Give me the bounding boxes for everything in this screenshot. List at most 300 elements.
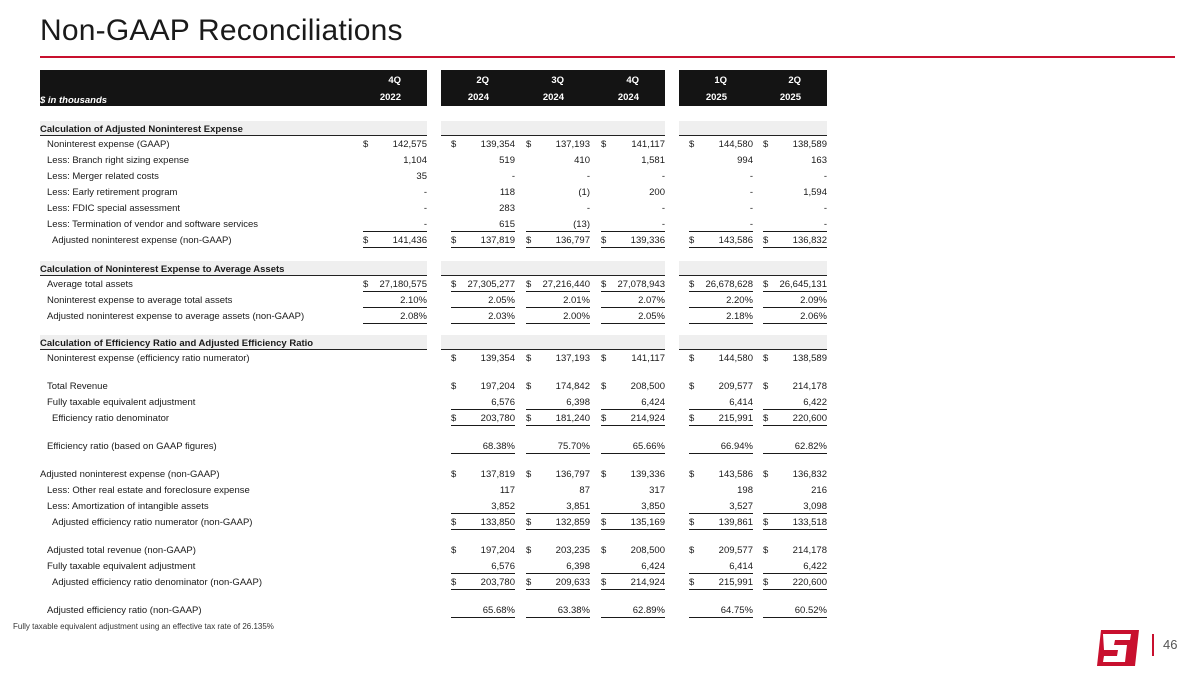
cell-value: 410 bbox=[574, 155, 590, 166]
table-cell bbox=[451, 279, 515, 292]
table-cell bbox=[451, 485, 515, 498]
cell-value: 27,180,575 bbox=[379, 279, 427, 290]
section-rule bbox=[40, 349, 427, 350]
row-label: Average total assets bbox=[47, 279, 133, 290]
currency-symbol: $ bbox=[526, 235, 532, 246]
table-cell bbox=[689, 235, 753, 248]
currency-symbol: $ bbox=[526, 517, 532, 528]
cell-value: 181,240 bbox=[555, 413, 590, 424]
table-cell bbox=[526, 501, 590, 514]
table-cell bbox=[601, 353, 665, 366]
table-cell bbox=[526, 577, 590, 590]
table-cell bbox=[526, 279, 590, 292]
cell-value: 2.20% bbox=[726, 295, 753, 306]
table-cell bbox=[451, 605, 515, 618]
table-cell bbox=[601, 605, 665, 618]
page-number: 46 bbox=[1163, 637, 1178, 652]
currency-symbol: $ bbox=[451, 469, 457, 480]
cell-value: 141,117 bbox=[631, 353, 665, 364]
table-cell bbox=[526, 517, 590, 530]
column-year: 2025 bbox=[779, 92, 801, 103]
cell-value: 220,600 bbox=[792, 413, 827, 424]
cell-value: 2.05% bbox=[638, 311, 665, 322]
column-quarter: 4Q bbox=[388, 75, 401, 86]
table-cell bbox=[689, 485, 753, 498]
table-cell bbox=[526, 561, 590, 574]
table-cell bbox=[526, 469, 590, 482]
table-cell bbox=[601, 517, 665, 530]
table-cell bbox=[451, 155, 515, 168]
table-cell bbox=[451, 235, 515, 248]
cell-value: 141,117 bbox=[631, 139, 665, 150]
currency-symbol: $ bbox=[689, 577, 695, 588]
cell-value: 2.18% bbox=[726, 311, 753, 322]
cell-value: 2.00% bbox=[563, 311, 590, 322]
currency-symbol: $ bbox=[601, 545, 607, 556]
cell-value: 6,422 bbox=[803, 561, 827, 572]
table-cell bbox=[689, 203, 753, 216]
cell-value: - bbox=[749, 219, 753, 230]
table-cell bbox=[601, 219, 665, 232]
cell-value: 62.82% bbox=[794, 441, 827, 452]
row-label: Efficiency ratio denominator bbox=[52, 413, 170, 424]
row-label: Adjusted noninterest expense (non-GAAP) bbox=[40, 469, 220, 480]
cell-value: - bbox=[823, 203, 827, 214]
currency-symbol: $ bbox=[689, 353, 695, 364]
table-cell bbox=[451, 219, 515, 232]
table-cell bbox=[363, 171, 427, 184]
currency-symbol: $ bbox=[601, 235, 607, 246]
table-cell bbox=[689, 517, 753, 530]
cell-value: 26,678,628 bbox=[705, 279, 753, 290]
currency-symbol: $ bbox=[763, 413, 769, 424]
table-cell bbox=[451, 295, 515, 308]
cell-value: 174,842 bbox=[555, 381, 590, 392]
cell-value: 6,398 bbox=[566, 397, 590, 408]
column-year: 2024 bbox=[542, 92, 564, 103]
column-quarter: 1Q bbox=[714, 75, 727, 86]
table-cell bbox=[451, 311, 515, 324]
section-rule bbox=[679, 135, 827, 136]
cell-value: 6,414 bbox=[729, 397, 753, 408]
cell-value: - bbox=[749, 203, 753, 214]
currency-symbol: $ bbox=[601, 279, 607, 290]
cell-value: 27,216,440 bbox=[542, 279, 590, 290]
table-cell bbox=[601, 311, 665, 324]
currency-symbol: $ bbox=[689, 413, 695, 424]
table-cell bbox=[601, 139, 665, 152]
cell-value: 1,581 bbox=[641, 155, 665, 166]
table-cell bbox=[601, 171, 665, 184]
cell-value: - bbox=[661, 219, 665, 230]
section-shade bbox=[679, 335, 827, 349]
cell-value: 2.03% bbox=[488, 311, 515, 322]
cell-value: 2.08% bbox=[400, 311, 427, 322]
section-rule bbox=[441, 275, 665, 276]
cell-value: 3,852 bbox=[491, 501, 515, 512]
table-cell bbox=[601, 397, 665, 410]
cell-value: 62.89% bbox=[632, 605, 665, 616]
cell-value: 2.06% bbox=[800, 311, 827, 322]
table-cell bbox=[451, 187, 515, 200]
cell-value: 2.10% bbox=[400, 295, 427, 306]
currency-symbol: $ bbox=[451, 577, 457, 588]
table-cell bbox=[763, 577, 827, 590]
cell-value: 6,576 bbox=[491, 397, 515, 408]
row-label: Adjusted noninterest expense to average assets (non-GAAP) bbox=[47, 311, 305, 322]
currency-symbol: $ bbox=[689, 279, 695, 290]
cell-value: - bbox=[586, 171, 590, 182]
table-cell bbox=[363, 139, 427, 152]
cell-value: 133,518 bbox=[792, 517, 827, 528]
table-cell bbox=[689, 545, 753, 558]
table-cell bbox=[451, 441, 515, 454]
table-cell bbox=[763, 441, 827, 454]
table-cell bbox=[763, 139, 827, 152]
currency-symbol: $ bbox=[763, 545, 769, 556]
row-label: Fully taxable equivalent adjustment bbox=[47, 561, 196, 572]
section-title: Calculation of Efficiency Ratio and Adjusted Efficiency Ratio bbox=[40, 338, 314, 349]
currency-symbol: $ bbox=[601, 139, 607, 150]
currency-symbol: $ bbox=[763, 469, 769, 480]
units-label: $ in thousands bbox=[40, 95, 108, 106]
table-cell bbox=[763, 605, 827, 618]
cell-value: 197,204 bbox=[480, 545, 515, 556]
table-cell bbox=[363, 279, 427, 292]
cell-value: 144,580 bbox=[718, 353, 753, 364]
currency-symbol: $ bbox=[601, 353, 607, 364]
table-cell bbox=[689, 171, 753, 184]
cell-value: 3,527 bbox=[729, 501, 753, 512]
section-rule bbox=[441, 349, 665, 350]
cell-value: 133,850 bbox=[480, 517, 515, 528]
cell-value: - bbox=[749, 171, 753, 182]
row-label: Adjusted efficiency ratio numerator (non-GAAP) bbox=[52, 517, 253, 528]
table-cell bbox=[763, 413, 827, 426]
table-cell bbox=[763, 561, 827, 574]
table-cell bbox=[763, 203, 827, 216]
column-header bbox=[361, 70, 401, 106]
currency-symbol: $ bbox=[763, 577, 769, 588]
cell-value: - bbox=[423, 187, 427, 198]
table-cell bbox=[689, 187, 753, 200]
table-cell bbox=[601, 441, 665, 454]
table-cell bbox=[363, 187, 427, 200]
currency-symbol: $ bbox=[601, 413, 607, 424]
cell-value: 66.94% bbox=[720, 441, 753, 452]
table-cell bbox=[601, 381, 665, 394]
cell-value: (1) bbox=[578, 187, 590, 198]
cell-value: - bbox=[823, 171, 827, 182]
table-cell bbox=[689, 381, 753, 394]
table-cell bbox=[451, 517, 515, 530]
table-cell bbox=[763, 311, 827, 324]
cell-value: 136,832 bbox=[792, 235, 827, 246]
currency-symbol: $ bbox=[526, 469, 532, 480]
table-cell bbox=[363, 311, 427, 324]
cell-value: 214,924 bbox=[630, 577, 665, 588]
table-cell bbox=[601, 295, 665, 308]
cell-value: 1,104 bbox=[403, 155, 427, 166]
currency-symbol: $ bbox=[526, 413, 532, 424]
cell-value: 135,169 bbox=[630, 517, 665, 528]
table-cell bbox=[689, 469, 753, 482]
currency-symbol: $ bbox=[689, 235, 695, 246]
cell-value: 6,422 bbox=[803, 397, 827, 408]
table-cell bbox=[763, 501, 827, 514]
cell-value: 163 bbox=[811, 155, 827, 166]
currency-symbol: $ bbox=[451, 517, 457, 528]
table-cell bbox=[451, 413, 515, 426]
table-cell bbox=[526, 397, 590, 410]
currency-symbol: $ bbox=[601, 517, 607, 528]
cell-value: 139,861 bbox=[718, 517, 753, 528]
cell-value: 63.38% bbox=[557, 605, 590, 616]
table-cell bbox=[601, 469, 665, 482]
currency-symbol: $ bbox=[451, 381, 457, 392]
cell-value: 208,500 bbox=[630, 381, 665, 392]
cell-value: 3,851 bbox=[566, 501, 590, 512]
table-cell bbox=[526, 235, 590, 248]
cell-value: 197,204 bbox=[480, 381, 515, 392]
table-cell bbox=[601, 187, 665, 200]
cell-value: 64.75% bbox=[720, 605, 753, 616]
row-label: Noninterest expense to average total assets bbox=[47, 295, 233, 306]
cell-value: 203,780 bbox=[480, 577, 515, 588]
table-cell bbox=[763, 353, 827, 366]
table-cell bbox=[601, 485, 665, 498]
section-shade bbox=[441, 121, 665, 135]
currency-symbol: $ bbox=[601, 469, 607, 480]
currency-symbol: $ bbox=[526, 353, 532, 364]
table-cell bbox=[689, 219, 753, 232]
cell-value: 2.07% bbox=[638, 295, 665, 306]
table-cell bbox=[451, 577, 515, 590]
table-cell bbox=[363, 219, 427, 232]
footnote: Fully taxable equivalent adjustment using an effective tax rate of 26.135% bbox=[13, 622, 274, 631]
cell-value: 6,576 bbox=[491, 561, 515, 572]
table-cell bbox=[763, 517, 827, 530]
row-label: Adjusted efficiency ratio denominator (non-GAAP) bbox=[52, 577, 262, 588]
table-cell bbox=[763, 545, 827, 558]
cell-value: 209,577 bbox=[718, 381, 753, 392]
cell-value: 317 bbox=[649, 485, 665, 496]
table-cell bbox=[763, 155, 827, 168]
table-cell bbox=[451, 139, 515, 152]
currency-symbol: $ bbox=[689, 381, 695, 392]
table-cell bbox=[451, 203, 515, 216]
table-cell bbox=[363, 235, 427, 248]
currency-symbol: $ bbox=[763, 517, 769, 528]
table-cell bbox=[689, 397, 753, 410]
cell-value: - bbox=[423, 219, 427, 230]
row-label: Adjusted total revenue (non-GAAP) bbox=[47, 545, 196, 556]
currency-symbol: $ bbox=[363, 235, 369, 246]
cell-value: 65.66% bbox=[632, 441, 665, 452]
currency-symbol: $ bbox=[689, 469, 695, 480]
cell-value: 136,832 bbox=[792, 469, 827, 480]
cell-value: 137,819 bbox=[480, 469, 515, 480]
cell-value: 6,414 bbox=[729, 561, 753, 572]
section-rule bbox=[40, 135, 427, 136]
cell-value: 144,580 bbox=[718, 139, 753, 150]
table-cell bbox=[451, 545, 515, 558]
cell-value: 138,589 bbox=[792, 139, 827, 150]
currency-symbol: $ bbox=[526, 279, 532, 290]
cell-value: 203,235 bbox=[555, 545, 590, 556]
table-cell bbox=[763, 469, 827, 482]
row-label: Noninterest expense (GAAP) bbox=[47, 139, 170, 150]
cell-value: 209,633 bbox=[555, 577, 590, 588]
cell-value: 60.52% bbox=[794, 605, 827, 616]
table-cell bbox=[689, 279, 753, 292]
table-cell bbox=[526, 311, 590, 324]
cell-value: - bbox=[661, 203, 665, 214]
table-cell bbox=[526, 413, 590, 426]
cell-value: 87 bbox=[579, 485, 590, 496]
cell-value: (13) bbox=[573, 219, 590, 230]
table-cell bbox=[363, 295, 427, 308]
column-header bbox=[761, 70, 801, 106]
cell-value: 2.05% bbox=[488, 295, 515, 306]
column-header bbox=[687, 70, 727, 106]
cell-value: 214,178 bbox=[792, 381, 827, 392]
cell-value: 1,594 bbox=[803, 187, 827, 198]
cell-value: 137,819 bbox=[480, 235, 515, 246]
table-cell bbox=[689, 295, 753, 308]
currency-symbol: $ bbox=[363, 279, 369, 290]
table-cell bbox=[451, 171, 515, 184]
cell-value: 136,797 bbox=[555, 469, 590, 480]
cell-value: - bbox=[423, 203, 427, 214]
table-cell bbox=[451, 397, 515, 410]
row-label: Fully taxable equivalent adjustment bbox=[47, 397, 196, 408]
currency-symbol: $ bbox=[526, 577, 532, 588]
currency-symbol: $ bbox=[451, 279, 457, 290]
currency-symbol: $ bbox=[763, 279, 769, 290]
cell-value: 137,193 bbox=[555, 353, 590, 364]
column-header bbox=[599, 70, 639, 106]
table-cell bbox=[763, 219, 827, 232]
table-cell bbox=[601, 279, 665, 292]
cell-value: 27,078,943 bbox=[617, 279, 665, 290]
cell-value: 2.01% bbox=[563, 295, 590, 306]
currency-symbol: $ bbox=[526, 381, 532, 392]
column-year: 2022 bbox=[379, 92, 401, 103]
section-title: Calculation of Adjusted Noninterest Expense bbox=[40, 124, 243, 135]
table-cell bbox=[601, 577, 665, 590]
table-cell bbox=[689, 441, 753, 454]
column-quarter: 2Q bbox=[788, 75, 801, 86]
cell-value: 75.70% bbox=[557, 441, 590, 452]
currency-symbol: $ bbox=[689, 545, 695, 556]
section-shade bbox=[441, 261, 665, 275]
cell-value: 137,193 bbox=[555, 139, 590, 150]
table-cell bbox=[689, 501, 753, 514]
row-label: Less: Other real estate and foreclosure expense bbox=[47, 485, 250, 496]
cell-value: 214,178 bbox=[792, 545, 827, 556]
cell-value: 35 bbox=[416, 171, 427, 182]
table-cell bbox=[689, 353, 753, 366]
cell-value: 142,575 bbox=[392, 139, 427, 150]
table-cell bbox=[689, 561, 753, 574]
cell-value: 6,424 bbox=[641, 561, 665, 572]
table-cell bbox=[451, 381, 515, 394]
table-cell bbox=[363, 155, 427, 168]
row-label: Noninterest expense (efficiency ratio numerator) bbox=[47, 353, 250, 364]
cell-value: 2.09% bbox=[800, 295, 827, 306]
cell-value: 65.68% bbox=[482, 605, 515, 616]
table-cell bbox=[763, 381, 827, 394]
row-label: Adjusted noninterest expense (non-GAAP) bbox=[52, 235, 232, 246]
section-shade bbox=[679, 121, 827, 135]
table-cell bbox=[526, 171, 590, 184]
table-cell bbox=[689, 605, 753, 618]
column-header bbox=[449, 70, 489, 106]
cell-value: 519 bbox=[499, 155, 515, 166]
cell-value: 26,645,131 bbox=[779, 279, 827, 290]
currency-symbol: $ bbox=[451, 235, 457, 246]
cell-value: 143,586 bbox=[718, 469, 753, 480]
currency-symbol: $ bbox=[363, 139, 369, 150]
row-label: Less: FDIC special assessment bbox=[47, 203, 181, 214]
table-cell bbox=[451, 469, 515, 482]
row-label: Less: Early retirement program bbox=[47, 187, 178, 198]
currency-symbol: $ bbox=[689, 139, 695, 150]
currency-symbol: $ bbox=[763, 139, 769, 150]
table-cell bbox=[763, 485, 827, 498]
table-cell bbox=[601, 501, 665, 514]
section-rule bbox=[679, 349, 827, 350]
currency-symbol: $ bbox=[451, 413, 457, 424]
cell-value: 994 bbox=[737, 155, 753, 166]
cell-value: 220,600 bbox=[792, 577, 827, 588]
cell-value: 214,924 bbox=[630, 413, 665, 424]
cell-value: 139,354 bbox=[480, 139, 515, 150]
cell-value: 209,577 bbox=[718, 545, 753, 556]
cell-value: 27,305,277 bbox=[467, 279, 515, 290]
row-label: Less: Branch right sizing expense bbox=[47, 155, 190, 166]
table-cell bbox=[363, 203, 427, 216]
currency-symbol: $ bbox=[763, 381, 769, 392]
title-divider bbox=[40, 56, 1175, 58]
column-quarter: 4Q bbox=[626, 75, 639, 86]
table-cell bbox=[526, 139, 590, 152]
logo-divider bbox=[1152, 634, 1154, 656]
table-cell bbox=[689, 155, 753, 168]
cell-value: 132,859 bbox=[555, 517, 590, 528]
currency-symbol: $ bbox=[526, 139, 532, 150]
currency-symbol: $ bbox=[763, 235, 769, 246]
table-cell bbox=[451, 561, 515, 574]
cell-value: 143,586 bbox=[718, 235, 753, 246]
section-rule bbox=[40, 275, 427, 276]
section-rule bbox=[441, 135, 665, 136]
page-title: Non-GAAP Reconciliations bbox=[40, 14, 403, 47]
table-cell bbox=[601, 413, 665, 426]
cell-value: 6,398 bbox=[566, 561, 590, 572]
currency-symbol: $ bbox=[763, 353, 769, 364]
cell-value: 3,850 bbox=[641, 501, 665, 512]
table-cell bbox=[526, 381, 590, 394]
currency-symbol: $ bbox=[689, 517, 695, 528]
row-label: Adjusted efficiency ratio (non-GAAP) bbox=[47, 605, 202, 616]
section-rule bbox=[679, 275, 827, 276]
cell-value: 6,424 bbox=[641, 397, 665, 408]
cell-value: 139,336 bbox=[630, 469, 665, 480]
cell-value: 208,500 bbox=[630, 545, 665, 556]
cell-value: 118 bbox=[499, 187, 515, 198]
